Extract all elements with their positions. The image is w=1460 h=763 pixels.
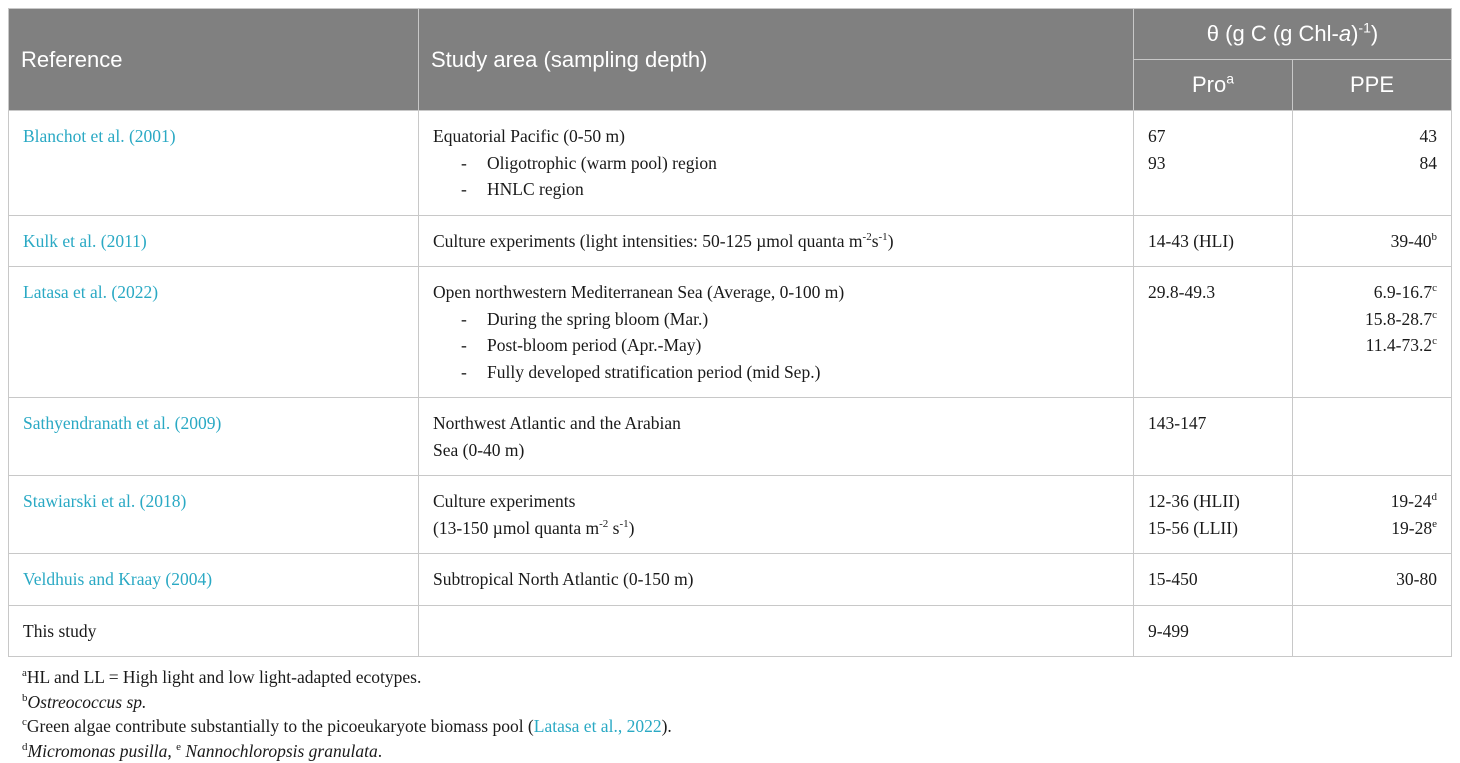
header-theta bbox=[1134, 9, 1452, 60]
study-area-cell: Culture experiments (light intensities: 50-125 µmol quanta $m^{-2}s^{-1}$) bbox=[419, 215, 1134, 267]
header-study-area: Study area (sampling depth) bbox=[419, 9, 1134, 111]
pro-value: 9-499 bbox=[1148, 621, 1189, 641]
area-line: Culture experiments bbox=[433, 488, 1119, 515]
theta-mid: ) bbox=[1351, 21, 1358, 46]
pro-cell bbox=[1134, 215, 1293, 267]
ppe-cell bbox=[1293, 554, 1452, 606]
ppe-value: 6.9-16.7$^c$ bbox=[1307, 279, 1437, 306]
reference-link[interactable]: Blanchot et al. (2001) bbox=[9, 111, 419, 216]
reference-cell: This study bbox=[9, 605, 419, 657]
footnote-c: $^c$Green algae contribute substantially to the picoeukaryote biomass pool (Latasa et al., 2022). bbox=[22, 714, 1452, 739]
header-pro bbox=[1134, 60, 1293, 111]
ppe-cell bbox=[1293, 605, 1452, 657]
header-ppe: PPE bbox=[1293, 60, 1452, 111]
footnotes bbox=[8, 665, 1452, 763]
pro-cell bbox=[1134, 554, 1293, 606]
study-area-cell bbox=[419, 398, 1134, 476]
ppe-cell bbox=[1293, 267, 1452, 398]
study-area-cell bbox=[419, 605, 1134, 657]
pro-value: 15-56 (LLII) bbox=[1148, 515, 1278, 542]
table-row bbox=[9, 554, 1452, 606]
theta-prefix: θ (g C (g Chl- bbox=[1207, 21, 1339, 46]
pro-cell bbox=[1134, 398, 1293, 476]
pro-value: 93 bbox=[1148, 150, 1278, 177]
study-area-cell bbox=[419, 111, 1134, 216]
pro-value: 143-147 bbox=[1148, 413, 1206, 433]
area-sub: - Oligotrophic (warm pool) region bbox=[433, 150, 1119, 177]
table-row bbox=[9, 111, 1452, 216]
ppe-value: 19-28e bbox=[1307, 515, 1437, 542]
ppe-cell bbox=[1293, 398, 1452, 476]
table-row bbox=[9, 476, 1452, 554]
pro-value: 14-43 (HLI) bbox=[1148, 231, 1234, 251]
ppe-cell bbox=[1293, 111, 1452, 216]
reference-link[interactable]: Kulk et al. (2011) bbox=[9, 215, 419, 267]
pro-sup: a bbox=[1226, 71, 1234, 87]
pro-value: 15-450 bbox=[1148, 569, 1198, 589]
study-area-cell bbox=[419, 476, 1134, 554]
pro-label: Pro bbox=[1192, 72, 1226, 97]
ppe-value: 19-24$^d$ bbox=[1307, 488, 1437, 515]
area-line: (13-150 µmol quanta $m^{-2}$ $s^{-1}$) bbox=[433, 515, 1119, 542]
pro-cell bbox=[1134, 267, 1293, 398]
area-sub: - During the spring bloom (Mar.) bbox=[433, 306, 1119, 333]
ppe-value: 84 bbox=[1307, 150, 1437, 177]
footnote-a: $^a$HL and LL = High light and low light-adapted ecotypes. bbox=[22, 665, 1452, 690]
study-area-cell: Subtropical North Atlantic (0-150 m) bbox=[419, 554, 1134, 606]
table-row bbox=[9, 605, 1452, 657]
area-sub: - Fully developed stratification period (mid Sep.) bbox=[433, 359, 1119, 386]
footnote-de: $^d$Micromonas pusilla, $^e$ Nannochloropsis granulata. bbox=[22, 739, 1452, 763]
pro-value: 67 bbox=[1148, 123, 1278, 150]
pro-cell bbox=[1134, 476, 1293, 554]
reference-link[interactable]: Latasa et al. (2022) bbox=[9, 267, 419, 398]
theta-table bbox=[8, 8, 1452, 657]
table-row bbox=[9, 267, 1452, 398]
ppe-value: 15.8-28.7$^c$ bbox=[1307, 306, 1437, 333]
area-sub: - Post-bloom period (Apr.-May) bbox=[433, 332, 1119, 359]
footnote-reference-link[interactable]: Latasa et al., 2022 bbox=[534, 716, 662, 736]
ppe-cell bbox=[1293, 476, 1452, 554]
data-table-container bbox=[8, 8, 1452, 763]
ppe-cell bbox=[1293, 215, 1452, 267]
reference-link[interactable]: Stawiarski et al. (2018) bbox=[9, 476, 419, 554]
footnote-b: $^b$Ostreococcus sp. bbox=[22, 690, 1452, 715]
reference-link[interactable]: Veldhuis and Kraay (2004) bbox=[9, 554, 419, 606]
area-line: Northwest Atlantic and the Arabian bbox=[433, 410, 1119, 437]
ppe-value: 43 bbox=[1307, 123, 1437, 150]
area-main: Equatorial Pacific (0-50 m) bbox=[433, 123, 1119, 150]
pro-cell bbox=[1134, 111, 1293, 216]
table-row bbox=[9, 398, 1452, 476]
pro-cell bbox=[1134, 605, 1293, 657]
theta-suffix: ) bbox=[1371, 21, 1378, 46]
footnote-mark: b bbox=[1432, 231, 1438, 243]
area-main: Open northwestern Mediterranean Sea (Average, 0-100 m) bbox=[433, 279, 1119, 306]
header-reference: Reference bbox=[9, 9, 419, 111]
theta-a: a bbox=[1339, 21, 1351, 46]
table-row bbox=[9, 215, 1452, 267]
ppe-value: 30-80 bbox=[1396, 569, 1437, 589]
theta-sup: -1 bbox=[1358, 20, 1370, 36]
pro-value: 12-36 (HLII) bbox=[1148, 488, 1278, 515]
area-sub: - HNLC region bbox=[433, 176, 1119, 203]
reference-link[interactable]: Sathyendranath et al. (2009) bbox=[9, 398, 419, 476]
study-area-cell bbox=[419, 267, 1134, 398]
pro-value: 29.8-49.3 bbox=[1148, 282, 1215, 302]
ppe-value: 11.4-73.2$^c$ bbox=[1307, 332, 1437, 359]
ppe-value: 39-40 bbox=[1391, 231, 1432, 251]
area-line: Sea (0-40 m) bbox=[433, 437, 1119, 464]
